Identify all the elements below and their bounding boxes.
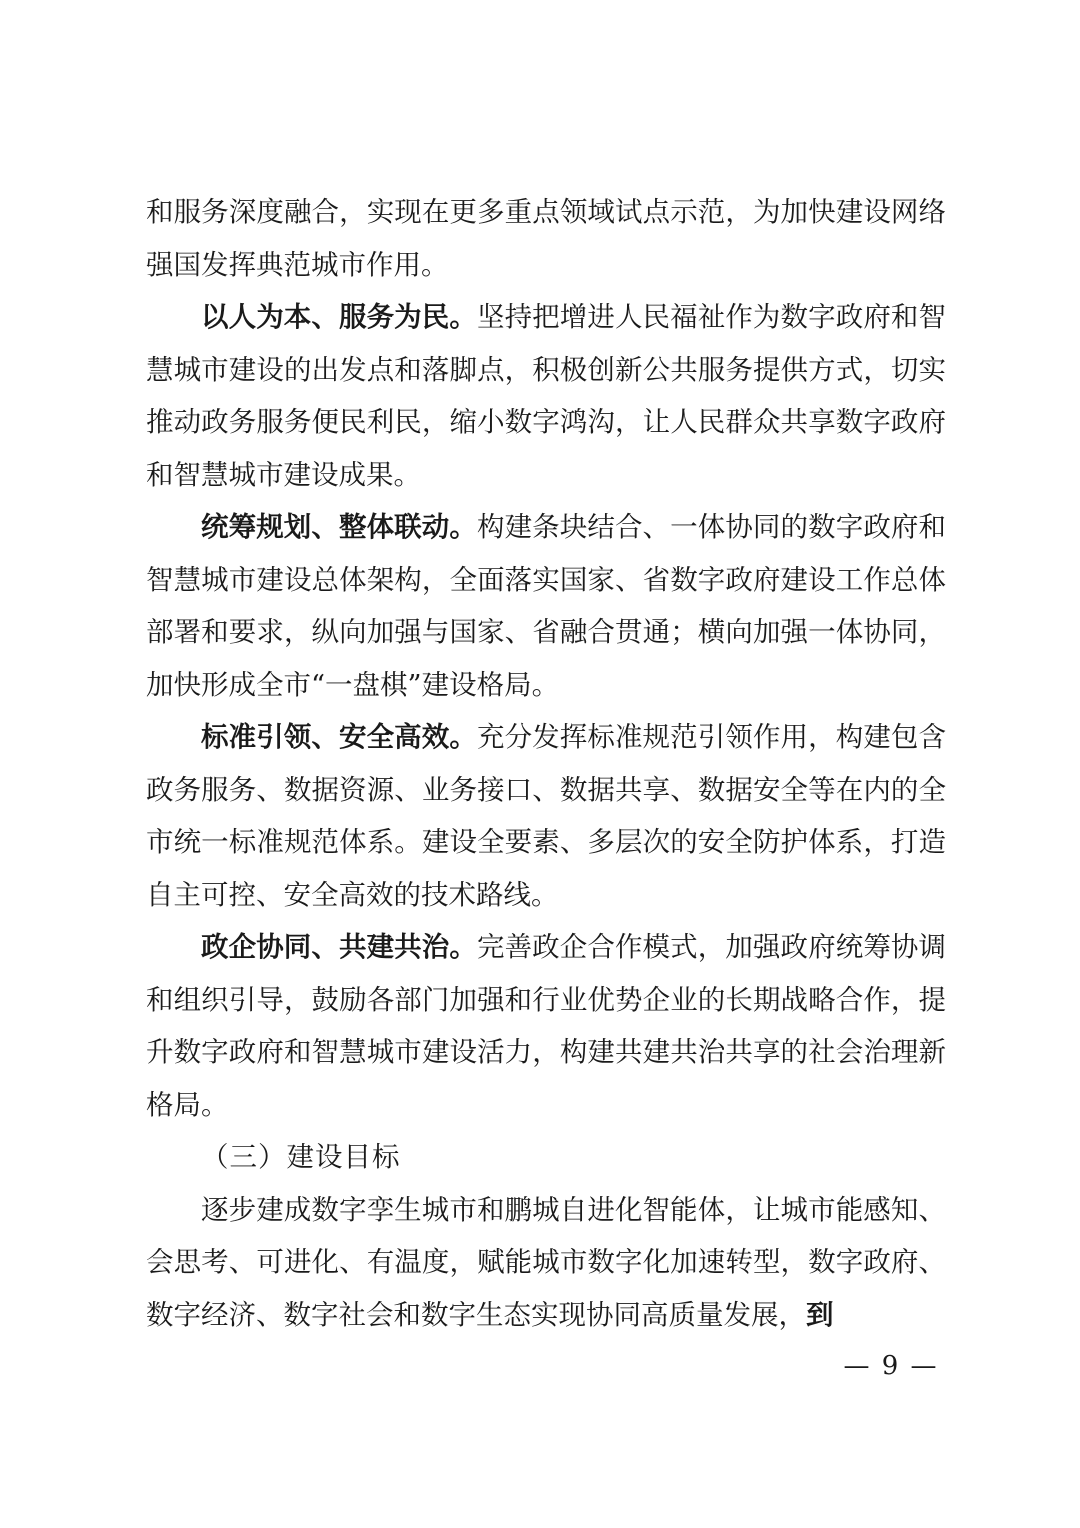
principle-paragraph-3 [146, 711, 946, 921]
principle-paragraph-4 [146, 921, 946, 1131]
intro-paragraph: 和服务深度融合，实现在更多重点领域试点示范，为加快建设网络强国发挥典范城市作用。 [146, 196, 946, 281]
principle-body-2: 构建条块结合、一体协同的数字政府和智慧城市建设总体架构，全面落实国家、省数字政府建设工作总体部署和要求，纵向加强与国家、省融合贯通；横向加强一体协同，加快形成全市“一盘棋”建设格局。 [146, 511, 947, 701]
principle-lead-3: 标准引领、安全高效。 [201, 721, 477, 753]
principle-lead-4: 政企协同、共建共治。 [201, 931, 477, 963]
section-body: 逐步建成数字孪生城市和鹏城自进化智能体，让城市能感知、会思考、可进化、有温度，赋能城市数字化加速转型，数字政府、数字经济、数字社会和数字生态实现协同高质量发展， [146, 1193, 946, 1331]
principle-lead-2: 统筹规划、整体联动。 [201, 511, 477, 543]
principle-lead-1: 以人为本、服务为民。 [201, 301, 477, 333]
section-bold-tail: 到 [806, 1298, 834, 1331]
section-paragraph [146, 1184, 946, 1342]
principle-paragraph-1 [146, 291, 946, 501]
principle-body-1: 坚持把增进人民福祉作为数字政府和智慧城市建设的出发点和落脚点，积极创新公共服务提供方式，切实推动政务服务便民利民，缩小数字鸿沟，让人民群众共享数字政府和智慧城市建设成果。 [146, 301, 947, 491]
page-number: — 9 — [843, 1351, 939, 1381]
principle-paragraph-2 [146, 501, 946, 711]
principle-body-3: 充分发挥标准规范引领作用，构建包含政务服务、数据资源、业务接口、数据共享、数据安全等在内的全市统一标准规范体系。建设全要素、多层次的安全防护体系，打造自主可控、安全高效的技术路线。 [146, 721, 947, 911]
principle-body-4: 完善政企合作模式，加强政府统筹协调和组织引导，鼓励各部门加强和行业优势企业的长期战略合作，提升数字政府和智慧城市建设活力，构建共建共治共享的社会治理新格局。 [146, 931, 947, 1121]
section-heading: （三）建设目标 [201, 1141, 401, 1173]
document-body [146, 186, 946, 1341]
